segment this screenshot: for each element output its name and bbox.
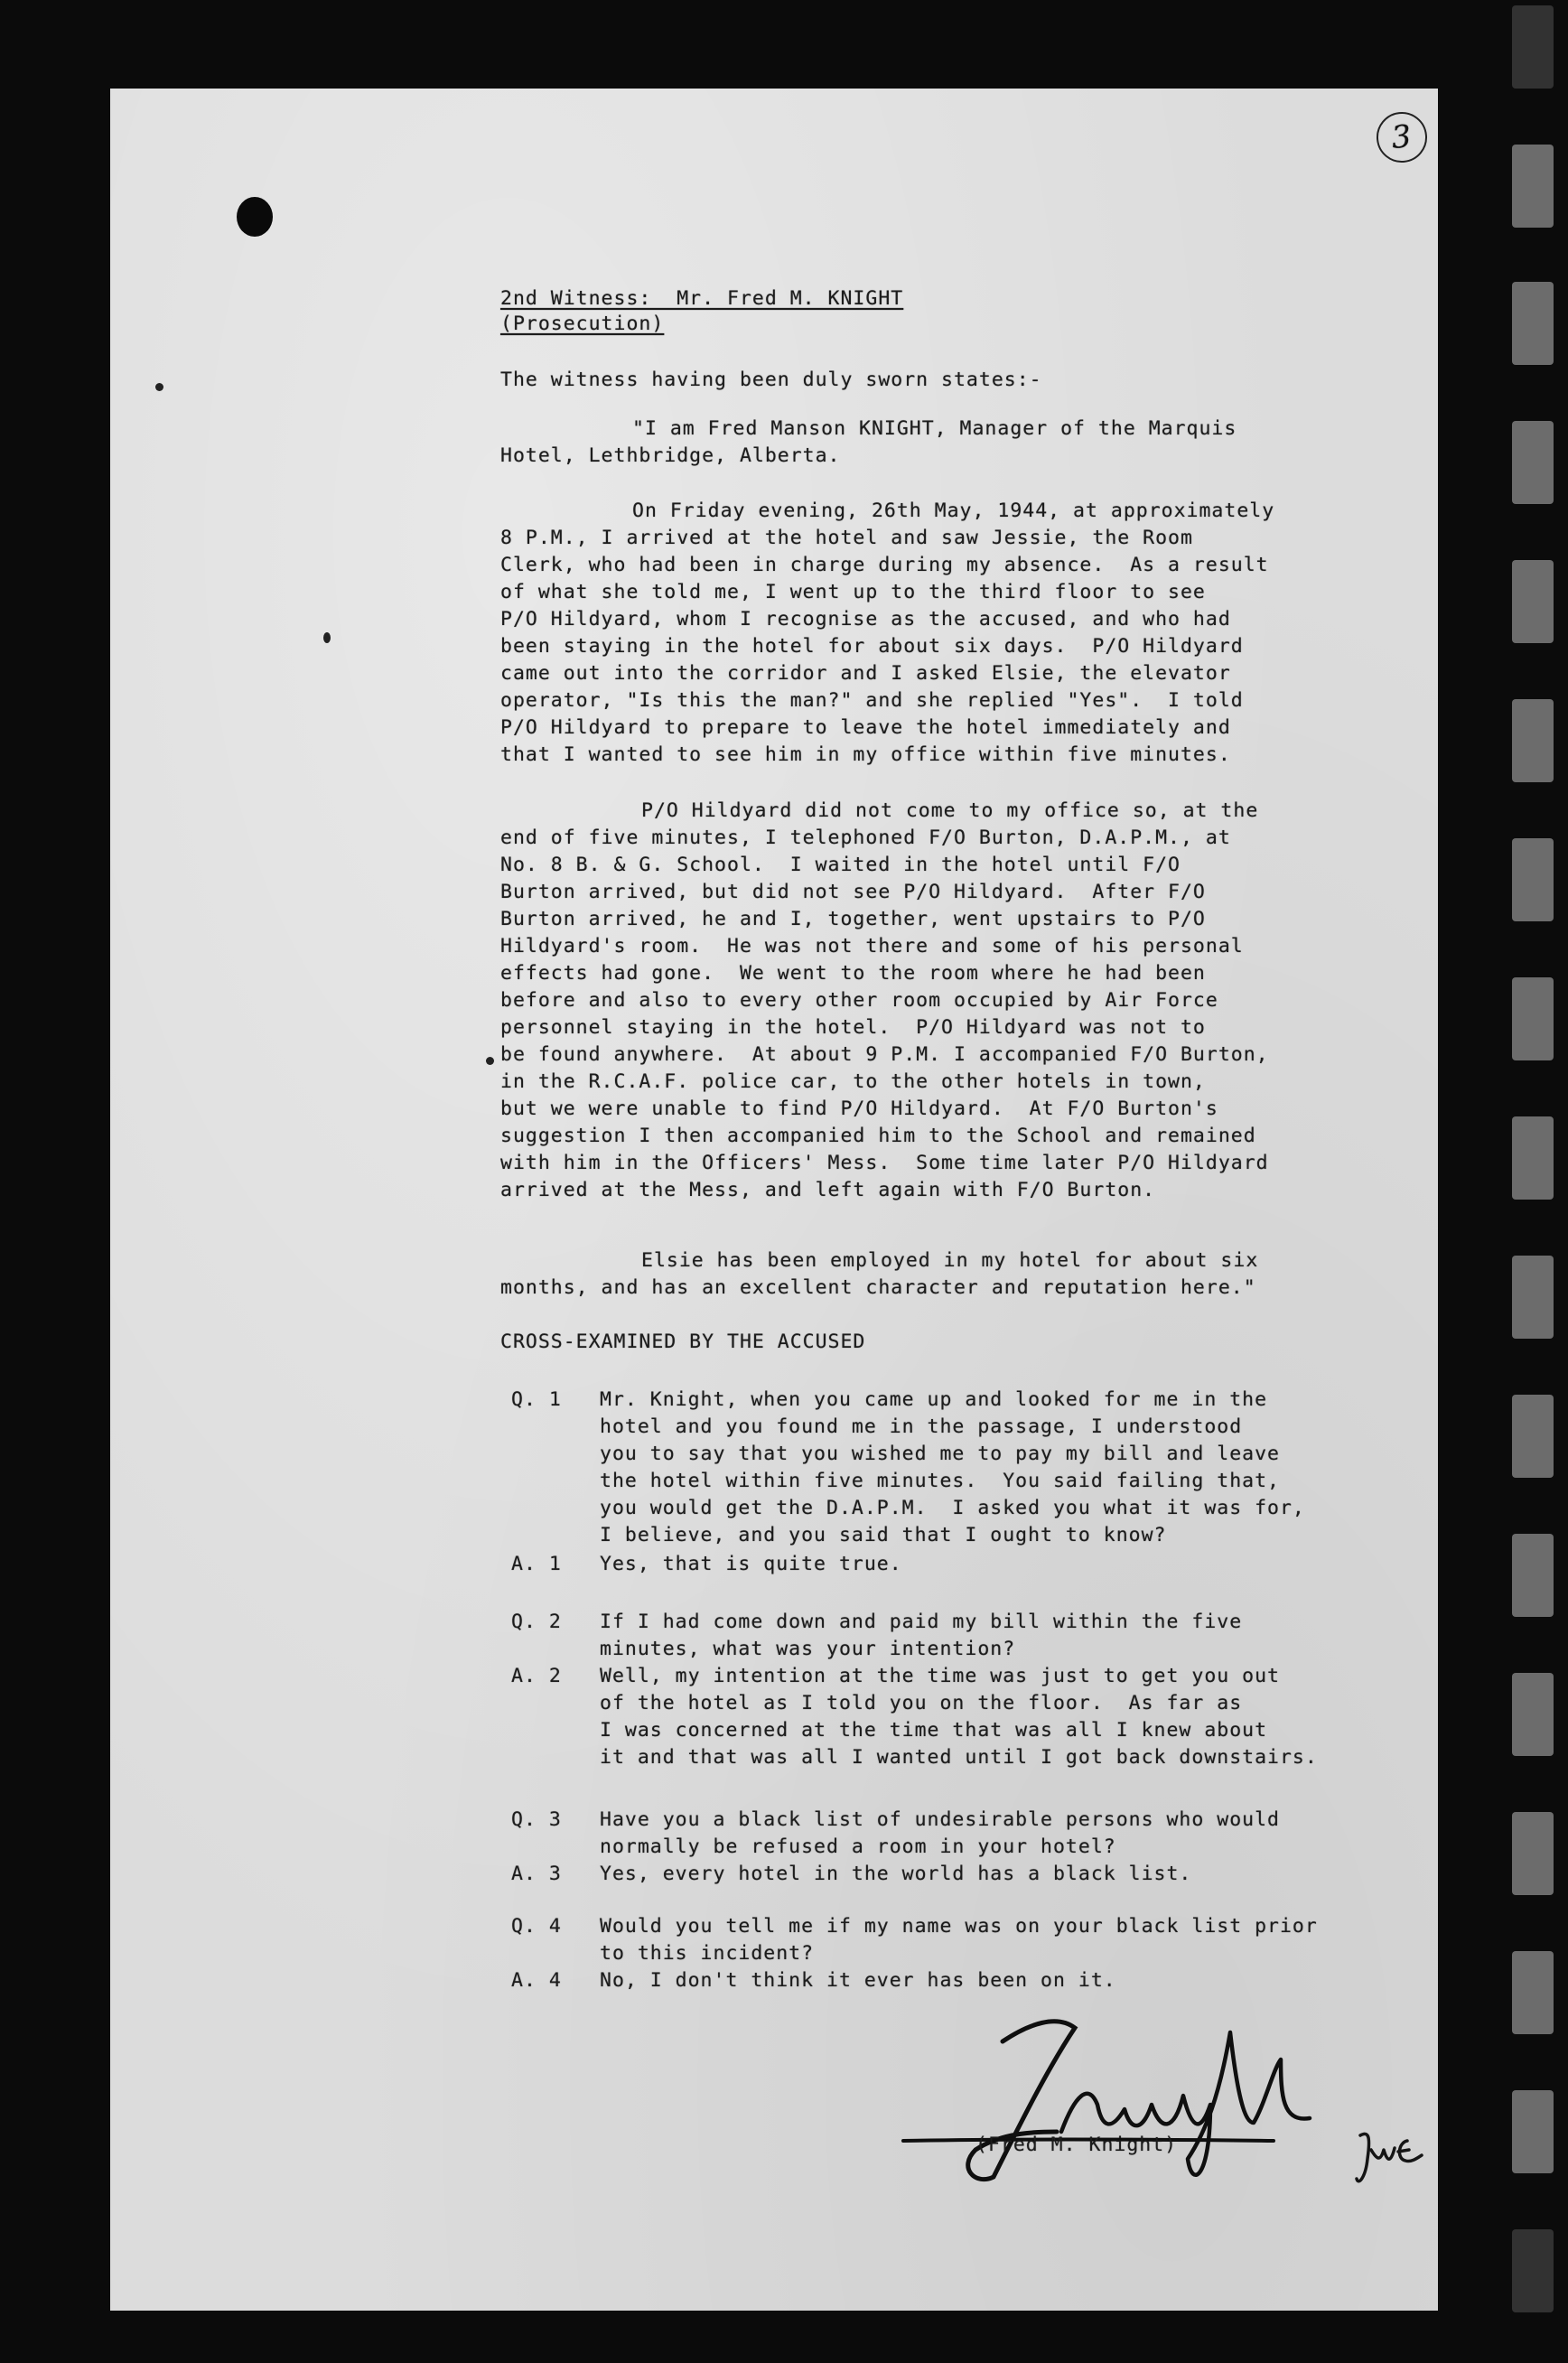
speck [323, 632, 331, 643]
statement-line: with him in the Officers' Mess. Some time later P/O Hildyard [500, 1152, 1269, 1174]
punch-hole [237, 197, 273, 237]
statement-line: operator, "Is this the man?" and she replied "Yes". I told [500, 689, 1244, 712]
qa-line: I believe, and you said that I ought to know? [600, 1524, 1167, 1546]
statement-line: P/O Hildyard to prepare to leave the hotel immediately and [500, 716, 1231, 739]
speck [155, 383, 163, 391]
qa-line: the hotel within five minutes. You said failing that, [600, 1470, 1280, 1492]
statement-line: P/O Hildyard did not come to my office so, at the [641, 799, 1259, 822]
statement-line: On Friday evening, 26th May, 1944, at approximately [632, 500, 1275, 522]
statement-line: be found anywhere. At about 9 P.M. I accompanied F/O Burton, [500, 1043, 1269, 1066]
statement-line: Hotel, Lethbridge, Alberta. [500, 444, 841, 467]
statement-line: Burton arrived, but did not see P/O Hildyard. After F/O [500, 881, 1206, 903]
cross-examination-heading: CROSS-EXAMINED BY THE ACCUSED [500, 1331, 866, 1353]
statement-line: Burton arrived, he and I, together, went upstairs to P/O [500, 908, 1206, 930]
page-number: 3 [1374, 109, 1430, 165]
qa-label: A. 4 [511, 1969, 562, 1992]
qa-label: A. 3 [511, 1863, 562, 1885]
qa-label: A. 2 [511, 1665, 562, 1687]
qa-line: I was concerned at the time that was all I knew about [600, 1719, 1268, 1742]
qa-line: Would you tell me if my name was on your black list prior [600, 1915, 1318, 1938]
statement-line: but we were unable to find P/O Hildyard. At F/O Burton's [500, 1097, 1218, 1120]
statement-line: "I am Fred Manson KNIGHT, Manager of the Marquis [632, 417, 1237, 440]
typed-signature-name: (Fred M. Knight) [975, 2134, 1178, 2156]
statement-line: Elsie has been employed in my hotel for about six [641, 1249, 1259, 1272]
statement-line: in the R.C.A.F. police car, to the other hotels in town, [500, 1070, 1206, 1093]
statement-line: personnel staying in the hotel. P/O Hildyard was not to [500, 1016, 1206, 1039]
qa-line: Yes, that is quite true. [600, 1553, 902, 1575]
statement-line: before and also to every other room occupied by Air Force [500, 989, 1218, 1012]
statement-line: suggestion I then accompanied him to the School and remained [500, 1125, 1256, 1147]
statement-line: No. 8 B. & G. School. I waited in the hotel until F/O [500, 854, 1181, 876]
statement-line: months, and has an excellent character and reputation here." [500, 1276, 1256, 1299]
qa-line: If I had come down and paid my bill within the five [600, 1611, 1243, 1633]
speck [486, 1057, 494, 1065]
statement-line: that I wanted to see him in my office within five minutes. [500, 743, 1231, 766]
handwritten-signature [894, 1996, 1328, 2195]
qa-line: to this incident? [600, 1942, 815, 1965]
witness-side: (Prosecution) [500, 313, 665, 335]
statement-line: effects had gone. We went to the room where he had been [500, 962, 1206, 985]
statement-line: 8 P.M., I arrived at the hotel and saw Jessie, the Room [500, 527, 1193, 549]
handwritten-initials [1355, 2123, 1436, 2195]
qa-line: it and that was all I wanted until I got back downstairs. [600, 1746, 1318, 1769]
qa-line: Well, my intention at the time was just to get you out [600, 1665, 1280, 1687]
qa-line: Have you a black list of undesirable persons who would [600, 1808, 1280, 1831]
statement-line: Hildyard's room. He was not there and some of his personal [500, 935, 1244, 957]
statement-line: been staying in the hotel for about six days. P/O Hildyard [500, 635, 1244, 658]
qa-label: A. 1 [511, 1553, 562, 1575]
qa-label: Q. 4 [511, 1915, 562, 1938]
qa-label: Q. 3 [511, 1808, 562, 1831]
statement-line: of what she told me, I went up to the third floor to see [500, 581, 1206, 603]
qa-line: Yes, every hotel in the world has a black list. [600, 1863, 1192, 1885]
qa-line: No, I don't think it ever has been on it. [600, 1969, 1116, 1992]
qa-line: hotel and you found me in the passage, I understood [600, 1415, 1243, 1438]
qa-line: of the hotel as I told you on the floor. As far as [600, 1692, 1243, 1714]
statement-line: end of five minutes, I telephoned F/O Burton, D.A.P.M., at [500, 827, 1231, 849]
witness-heading: 2nd Witness: Mr. Fred M. KNIGHT [500, 287, 904, 310]
intro-line: The witness having been duly sworn states:- [500, 369, 1042, 391]
qa-label: Q. 2 [511, 1611, 562, 1633]
statement-line: arrived at the Mess, and left again with F/O Burton. [500, 1179, 1156, 1201]
qa-line: normally be refused a room in your hotel? [600, 1835, 1116, 1858]
qa-line: you to say that you wished me to pay my bill and leave [600, 1443, 1280, 1465]
qa-line: you would get the D.A.P.M. I asked you what it was for, [600, 1497, 1305, 1519]
qa-line: minutes, what was your intention? [600, 1638, 1016, 1660]
statement-line: Clerk, who had been in charge during my absence. As a result [500, 554, 1269, 576]
qa-label: Q. 1 [511, 1388, 562, 1411]
statement-line: P/O Hildyard, whom I recognise as the accused, and who had [500, 608, 1231, 630]
statement-line: came out into the corridor and I asked Elsie, the elevator [500, 662, 1231, 685]
qa-line: Mr. Knight, when you came up and looked for me in the [600, 1388, 1268, 1411]
